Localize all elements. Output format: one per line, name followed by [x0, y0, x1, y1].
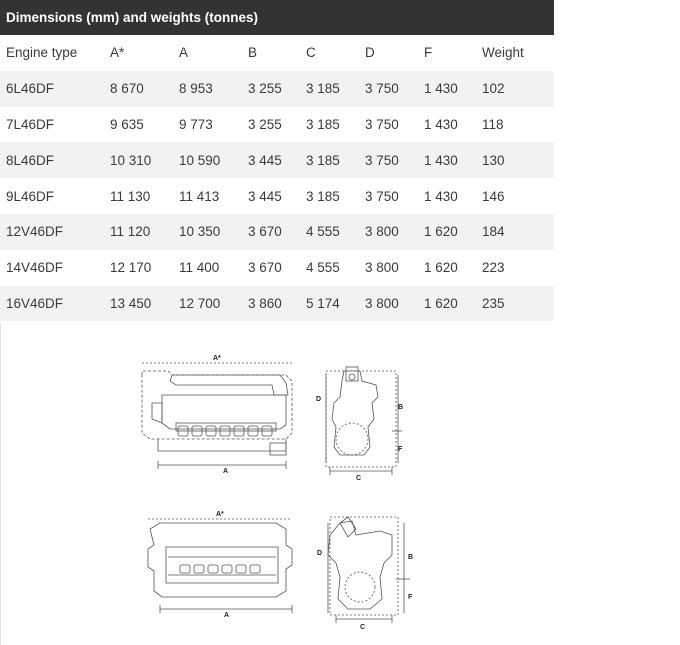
v-engine-end-view — [328, 517, 410, 623]
cell-weight: 102 — [482, 81, 505, 97]
table-row — [0, 286, 554, 322]
cell-a: 10 590 — [179, 152, 221, 168]
dimensions-table — [0, 35, 554, 321]
label-c-bottom: C — [360, 624, 366, 631]
label-d-bottom: D — [317, 550, 323, 557]
v-cylinder-heads — [180, 565, 260, 573]
cell-engine-type: 9L46DF — [6, 188, 55, 204]
cell-engine-type: 7L46DF — [6, 116, 55, 132]
cell-weight: 235 — [482, 295, 505, 311]
table-row — [0, 250, 554, 286]
cell-a-star: 8 670 — [110, 81, 144, 97]
cell-d: 3 750 — [365, 81, 399, 97]
col-f: F — [424, 45, 433, 61]
cell-a: 12 700 — [179, 295, 221, 311]
cell-d: 3 800 — [365, 295, 399, 311]
cell-engine-type: 12V46DF — [6, 224, 64, 240]
label-b-bottom: B — [408, 554, 414, 561]
table-row — [0, 214, 554, 250]
cell-engine-type: 16V46DF — [6, 295, 64, 311]
label-a-star-top: A* — [213, 355, 221, 362]
cell-c: 4 555 — [306, 260, 340, 276]
label-a-top: A — [223, 468, 229, 475]
cell-a: 9 773 — [179, 116, 213, 132]
cell-c: 3 185 — [306, 81, 340, 97]
label-f-top: F — [398, 446, 403, 453]
col-b: B — [248, 45, 258, 61]
label-d-top: D — [316, 396, 322, 403]
cell-d: 3 800 — [365, 260, 399, 276]
table-row — [0, 142, 554, 178]
inline-engine-side-view — [142, 363, 292, 469]
cell-b: 3 255 — [248, 116, 282, 132]
cell-a: 11 413 — [179, 188, 220, 204]
cell-b: 3 670 — [248, 224, 282, 240]
cell-d: 3 750 — [365, 188, 399, 204]
cell-weight: 223 — [482, 260, 505, 276]
table-title: Dimensions (mm) and weights (tonnes) — [0, 0, 554, 35]
cell-weight: 184 — [482, 224, 505, 240]
cell-weight: 118 — [482, 116, 504, 132]
cell-f: 1 620 — [424, 224, 458, 240]
col-d: D — [365, 45, 375, 61]
cell-f: 1 430 — [424, 116, 458, 132]
col-weight: Weight — [482, 45, 524, 61]
label-a-star-bottom: A* — [216, 511, 224, 518]
table-row — [0, 71, 554, 107]
cell-a: 8 953 — [179, 81, 213, 97]
cell-f: 1 430 — [424, 152, 458, 168]
cell-engine-type: 14V46DF — [6, 260, 64, 276]
cell-a-star: 13 450 — [110, 295, 152, 311]
cell-b: 3 445 — [248, 152, 282, 168]
table-row — [0, 178, 554, 214]
cell-f: 1 620 — [424, 260, 458, 276]
col-engine-type: Engine type — [6, 45, 78, 61]
cell-engine-type: 8L46DF — [6, 152, 55, 168]
label-b-top: B — [398, 404, 404, 411]
cell-a-star: 12 170 — [110, 260, 152, 276]
cell-d: 3 750 — [365, 152, 399, 168]
cell-d: 3 800 — [365, 224, 399, 240]
col-c: C — [306, 45, 316, 61]
engine-drawings — [0, 323, 554, 645]
label-f-bottom: F — [408, 594, 413, 601]
cell-a-star: 10 310 — [110, 152, 152, 168]
cell-d: 3 750 — [365, 116, 399, 132]
cell-c: 4 555 — [306, 224, 340, 240]
cell-c: 3 185 — [306, 188, 340, 204]
cell-a: 10 350 — [179, 224, 221, 240]
cell-b: 3 670 — [248, 260, 282, 276]
inline-engine-end-view — [326, 367, 402, 475]
cell-c: 5 174 — [306, 295, 340, 311]
cell-a-star: 11 120 — [110, 224, 151, 240]
cell-a-star: 9 635 — [110, 116, 144, 132]
col-a-star: A* — [110, 45, 125, 61]
cell-b: 3 445 — [248, 188, 282, 204]
cell-f: 1 430 — [424, 81, 458, 97]
cell-f: 1 620 — [424, 295, 458, 311]
cell-c: 3 185 — [306, 116, 340, 132]
table-header-row — [0, 35, 554, 71]
cell-f: 1 430 — [424, 188, 458, 204]
cell-engine-type: 6L46DF — [6, 81, 55, 97]
engine-drawings-svg — [0, 323, 554, 645]
v-engine-side-view — [148, 519, 292, 613]
col-a: A — [179, 45, 189, 61]
cell-a: 11 400 — [179, 260, 220, 276]
label-c-top: C — [356, 475, 362, 482]
cell-b: 3 255 — [248, 81, 282, 97]
cell-a-star: 11 130 — [110, 188, 151, 204]
label-a-bottom: A — [224, 612, 230, 619]
cell-weight: 130 — [482, 152, 505, 168]
cell-c: 3 185 — [306, 152, 340, 168]
cell-weight: 146 — [482, 188, 505, 204]
drawing-labels — [213, 355, 413, 631]
table-row — [0, 107, 554, 143]
cell-b: 3 860 — [248, 295, 282, 311]
